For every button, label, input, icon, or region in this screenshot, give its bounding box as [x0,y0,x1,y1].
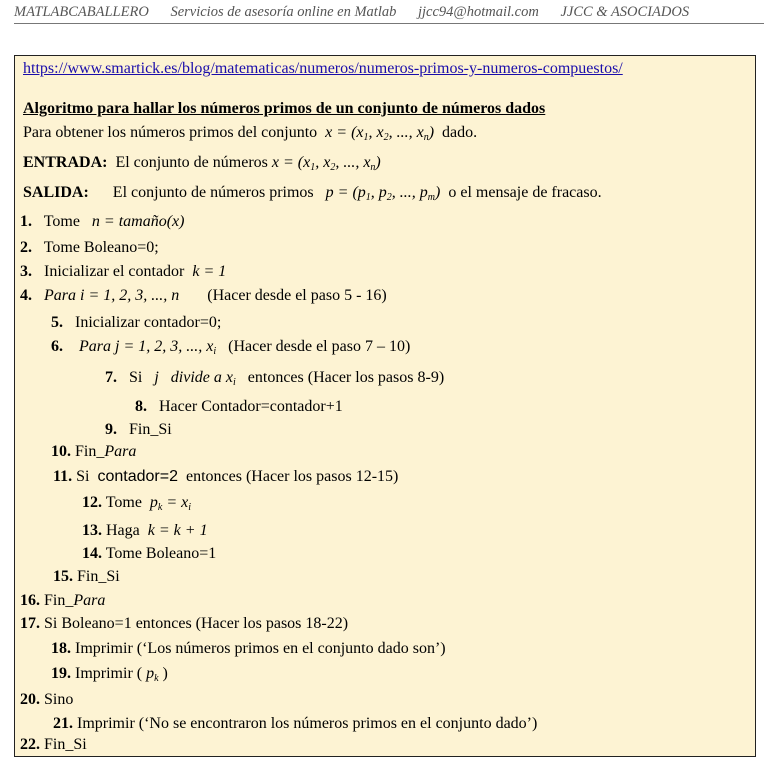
entrada-label: ENTRADA: [23,154,108,171]
step-6 [51,337,410,362]
header-company: JJCC & ASOCIADOS [560,4,690,20]
step-number: 8. [135,398,147,415]
step-number: 2. [20,239,32,256]
step-text: (Hacer desde el paso 7 – 10) [228,338,411,355]
step-number: 22. [20,736,40,753]
step-5 [51,313,221,333]
step-text: (Hacer desde el paso 5 - 16) [207,287,387,304]
entrada-line [23,153,381,178]
step-text: Imprimir (‘No se encontraron los números primos en el conjunto dado’) [77,715,538,732]
step-text: Sino [44,691,74,708]
step-text: Imprimir ( [75,665,143,682]
step-21 [53,714,537,734]
step-text: entonces (Hacer los pasos 8-9) [247,369,445,386]
step-number: 18. [51,640,71,657]
step-19 [51,664,168,689]
step-number: 21. [53,715,73,732]
source-link[interactable]: https://www.smartick.es/blog/matematicas/numeros/numeros-primos-y-numeros-compuestos/ [23,60,623,77]
step-number: 11. [53,468,73,485]
step-text: Inicializar contador=0; [75,314,222,331]
salida-text: El conjunto de números primos [112,184,314,201]
page-header [14,4,764,24]
step-formula: n = tamaño(x) [91,213,185,230]
algorithm-box [14,55,756,757]
step-number: 1. [20,213,32,230]
intro-end: dado. [442,124,478,141]
entrada-formula: $x = (x_1$, $x_2$, ..., $x_n$) [271,154,381,173]
step-number: 6. [51,338,63,355]
step-text: Si Boleano=1 entonces (Hacer los pasos 18-22) [44,615,349,632]
header-email: jjcc94@hotmail.com [417,4,539,20]
step-number: 7. [105,369,117,386]
step-si: Si [76,468,90,485]
salida-line [23,183,602,208]
step-text: Inicializar el contador [44,263,185,280]
step-10 [51,442,136,462]
step-text: Hacer Contador=contador+1 [159,398,343,415]
step-text: Tome [105,494,142,511]
step-number: 20. [20,691,40,708]
step-number: 13. [82,522,102,539]
step-formula: $p_k$ [146,665,159,684]
step-formula: k = k + 1 [147,522,208,539]
step-number: 19. [51,665,71,682]
step-17 [20,614,348,634]
step-text: Fin_ [44,592,74,609]
step-text: Fin_Si [77,568,120,585]
step-formula: $p_k = x_i$ [149,494,192,513]
step-text: entonces (Hacer los pasos 12-15) [185,468,399,485]
step-3 [20,262,226,282]
step-number: 4. [20,287,32,304]
step-7 [105,368,444,393]
step-2 [20,238,159,258]
step-number: 9. [105,421,117,438]
step-16 [20,591,105,611]
step-end: ) [162,665,168,682]
salida-label: SALIDA: [23,184,89,201]
step-18 [51,639,446,659]
step-22 [20,735,87,755]
step-text: Fin_Si [44,736,87,753]
algorithm-title: Algoritmo para hallar los números primos de un conjunto de números dados [23,100,546,117]
step-text: Fin_ [75,443,105,460]
step-9 [105,420,172,440]
step-formula: Para i = 1, 2, 3, ..., n [44,287,180,304]
step-para: Para [104,443,137,460]
step-text: Tome Boleano=0; [43,239,159,256]
step-si: Si [129,369,143,386]
step-text: Fin_Si [129,421,172,438]
step-number: 14. [82,545,102,562]
intro-text: Para obtener los números primos del conjunto [23,124,318,141]
header-service: Servicios de asesoría online en Matlab [170,4,397,20]
step-formula: Para j = 1, 2, 3, ..., $x_i$ [79,338,217,357]
salida-end: o el mensaje de fracaso. [448,184,602,201]
intro-formula: $x = (x_1$, $x_2$, ..., $x_n$) [325,124,435,143]
step-8 [135,397,343,417]
intro-line [23,123,477,148]
salida-formula: $p = (p_1$, $p_2$, ..., $p_m$) [325,184,441,203]
step-number: 3. [20,263,32,280]
step-formula: k = 1 [192,263,227,280]
step-20 [20,690,73,710]
step-12 [82,493,191,518]
step-number: 17. [20,615,40,632]
step-formula: j divide a $x_i$ [154,369,236,388]
step-11 [53,467,398,487]
step-14 [82,544,216,564]
header-brand: MATLABCABALLERO [14,4,149,20]
step-number: 10. [51,443,71,460]
step-13 [82,521,208,541]
step-number: 16. [20,592,40,609]
step-text: Haga [106,522,140,539]
step-condition: contador=2 [97,468,178,485]
step-text: Tome Boleano=1 [105,545,217,562]
step-text: Imprimir (‘Los números primos en el conjunto dado son’) [75,640,446,657]
step-text: Tome [43,213,80,230]
step-number: 15. [53,568,73,585]
step-number: 12. [82,494,102,511]
step-1 [20,212,184,232]
entrada-text: El conjunto de números [115,154,268,171]
step-para: Para [73,592,106,609]
step-number: 5. [51,314,63,331]
step-4 [20,286,387,306]
step-15 [53,567,120,587]
